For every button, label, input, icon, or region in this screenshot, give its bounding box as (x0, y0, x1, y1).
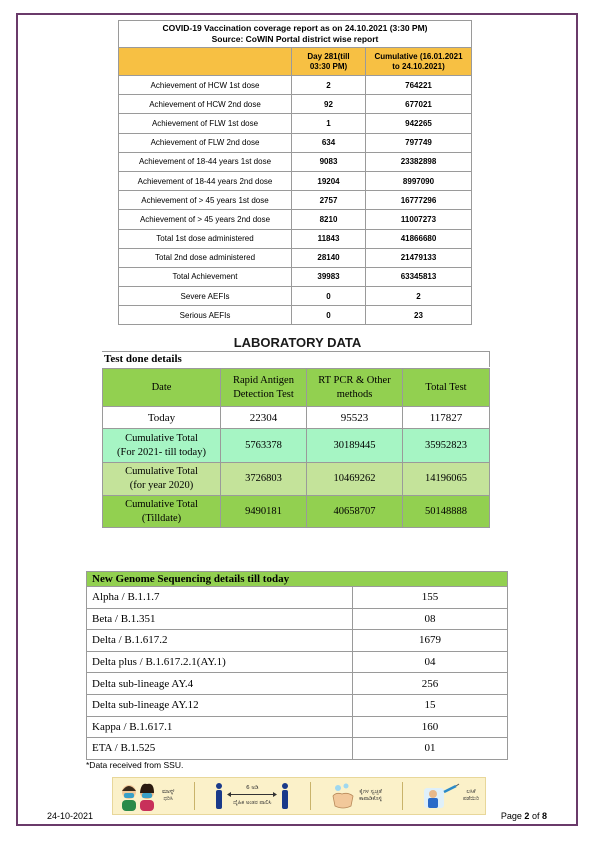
footer-date: 24-10-2021 (47, 811, 94, 821)
row-label: Achievement of > 45 years 2nd dose (119, 210, 292, 229)
row-label-line2: (Tilldate) (141, 512, 182, 524)
row-day-value: 11843 (292, 229, 366, 248)
table-row (119, 152, 472, 171)
row-cumulative-value: 23382898 (366, 152, 472, 171)
row-label: Serious AEFIs (119, 306, 292, 325)
double-arrow-icon (227, 792, 277, 797)
genome-header-row (87, 572, 508, 587)
header-cum-line2: to 24.10.2021) (392, 61, 445, 71)
row-day-value: 0 (292, 306, 366, 325)
row-cumulative-value: 797749 (366, 133, 472, 152)
variant-count: 04 (353, 651, 508, 673)
covid-behaviour-banner (112, 777, 486, 815)
table-row (87, 694, 508, 716)
vaccination-title-row (119, 21, 472, 48)
row-total-value: 117827 (403, 407, 490, 429)
row-label (103, 429, 221, 463)
variant-name: Delta plus / B.1.617.2.1(AY.1) (87, 651, 353, 673)
row-rtpcr-value: 95523 (307, 407, 403, 429)
variant-name: Beta / B.1.351 (87, 608, 353, 630)
page-current: 2 (524, 811, 530, 821)
vaccination-title (119, 21, 472, 48)
banner-mask-text (162, 789, 174, 803)
table-row (103, 496, 490, 528)
table-row (119, 248, 472, 267)
row-label: Achievement of 18-44 years 2nd dose (119, 171, 292, 190)
banner-handwash-segment (330, 782, 382, 810)
row-total-value: 14196065 (403, 463, 490, 496)
row-total-value: 50148888 (403, 496, 490, 528)
row-cumulative-value: 2 (366, 287, 472, 306)
row-label: Achievement of 18-44 years 1st dose (119, 152, 292, 171)
row-label: Total Achievement (119, 267, 292, 286)
table-row (119, 171, 472, 190)
variant-count: 08 (353, 608, 508, 630)
row-day-value: 19204 (292, 171, 366, 190)
table-row (119, 210, 472, 229)
row-cumulative-value: 63345813 (366, 267, 472, 286)
variant-name: Delta sub-lineage AY.4 (87, 673, 353, 695)
table-row (119, 95, 472, 114)
banner-distance-line2: ದೈಹಿಕ ಅಂತರ ಪಾಲಿಸಿ (233, 800, 272, 806)
table-row (119, 306, 472, 325)
laboratory-title: LABORATORY DATA (233, 335, 362, 350)
table-row (103, 429, 490, 463)
row-cumulative-value: 16777296 (366, 191, 472, 210)
header-rapid-antigen (221, 369, 307, 407)
laboratory-header-row (103, 369, 490, 407)
header-rat-line2: Detection Test (233, 388, 294, 400)
row-label: Severe AEFIs (119, 287, 292, 306)
banner-vaccine-text (463, 789, 479, 803)
table-row (119, 76, 472, 95)
table-row (119, 267, 472, 286)
row-total-value: 35952823 (403, 429, 490, 463)
row-day-value: 28140 (292, 248, 366, 267)
vaccination-table (118, 20, 472, 325)
laboratory-table (102, 368, 490, 528)
row-rat-value: 22304 (221, 407, 307, 429)
row-day-value: 2757 (292, 191, 366, 210)
banner-divider (402, 782, 403, 810)
row-label: Achievement of > 45 years 1st dose (119, 191, 292, 210)
masked-people-icon (119, 781, 159, 811)
row-label (103, 463, 221, 496)
banner-distance-text (227, 785, 277, 807)
header-total-test: Total Test (403, 369, 490, 407)
row-label: Achievement of HCW 2nd dose (119, 95, 292, 114)
page-prefix: Page (500, 811, 522, 821)
table-row (119, 133, 472, 152)
person-icon (280, 782, 290, 810)
variant-count: 160 (353, 716, 508, 738)
row-label (103, 496, 221, 528)
row-label-line1: Cumulative Total (125, 466, 198, 477)
row-rat-value: 3726803 (221, 463, 307, 496)
genome-title: New Genome Sequencing details till today (87, 572, 508, 587)
header-rtpcr-line2: methods (336, 388, 373, 400)
banner-mask-line1: ಮಾಸ್ಕ್ (162, 789, 175, 795)
row-label (103, 407, 221, 429)
banner-handwash-line2: ಕಾಪಾಡಿಕೊಳ್ಳಿ (359, 796, 383, 802)
row-label-line2: (for year 2020) (129, 480, 194, 491)
row-rtpcr-value: 30189445 (307, 429, 403, 463)
row-cumulative-value: 8997090 (366, 171, 472, 190)
row-cumulative-value: 764221 (366, 76, 472, 95)
vaccination-header-day (292, 48, 366, 76)
variant-name: Delta / B.1.617.2 (87, 630, 353, 652)
genome-table (86, 571, 508, 760)
header-day-line2: 03:30 PM) (309, 61, 348, 71)
row-rtpcr-value: 10469262 (307, 463, 403, 496)
variant-count: 256 (353, 673, 508, 695)
data-source-note: *Data received from SSU. (86, 760, 184, 770)
variant-count: 01 (353, 738, 508, 760)
variant-count: 155 (353, 587, 508, 609)
row-cumulative-value: 21479133 (366, 248, 472, 267)
banner-mask-segment (119, 781, 174, 811)
table-row (87, 651, 508, 673)
row-day-value: 0 (292, 287, 366, 306)
table-row (87, 716, 508, 738)
banner-mask-line2: ಧರಿಸಿ (163, 796, 173, 802)
banner-divider (310, 782, 311, 810)
header-rat-line1: Rapid Antigen (233, 374, 294, 386)
row-day-value: 9083 (292, 152, 366, 171)
banner-vaccine-line2: ಪಡೆಯಿರಿ (462, 796, 479, 802)
row-day-value: 2 (292, 76, 366, 95)
row-rtpcr-value: 40658707 (307, 496, 403, 528)
table-row (103, 407, 490, 429)
row-day-value: 92 (292, 95, 366, 114)
row-label-line1: Cumulative Total (125, 498, 198, 510)
row-rat-value: 5763378 (221, 429, 307, 463)
row-label: Achievement of HCW 1st dose (119, 76, 292, 95)
laboratory-subtitle: Test done details (104, 353, 182, 365)
page-of: of (531, 811, 540, 821)
row-label: Total 2nd dose administered (119, 248, 292, 267)
variant-name: Kappa / B.1.617.1 (87, 716, 353, 738)
table-row (87, 630, 508, 652)
row-day-value: 634 (292, 133, 366, 152)
table-row (87, 587, 508, 609)
vaccination-header-cumulative (366, 48, 472, 76)
row-label: Achievement of FLW 2nd dose (119, 133, 292, 152)
vaccination-title-line2: Source: CoWIN Portal district wise report (211, 34, 379, 44)
banner-vaccine-segment (422, 782, 479, 810)
banner-vaccine-line1: ಲಸಿಕೆ (466, 789, 476, 795)
table-row (87, 673, 508, 695)
header-cum-line1: Cumulative (16.01.2021 (374, 51, 463, 61)
page-number (501, 811, 547, 821)
row-rat-value: 9490181 (221, 496, 307, 528)
hand-wash-icon (330, 782, 356, 810)
banner-handwash-line1: ಕೈಗಳ ಸ್ವಚ್ಛತೆ (359, 789, 382, 795)
header-rtpcr (307, 369, 403, 407)
header-day-line1: Day 281(till (307, 51, 350, 61)
table-row (119, 191, 472, 210)
row-cumulative-value: 41866680 (366, 229, 472, 248)
vaccination-header-row (119, 48, 472, 76)
table-row (87, 608, 508, 630)
vaccination-header-blank (119, 48, 292, 76)
table-row (119, 287, 472, 306)
header-rtpcr-line1: RT PCR & Other (318, 374, 391, 386)
header-date: Date (103, 369, 221, 407)
row-day-value: 39983 (292, 267, 366, 286)
row-label: Total 1st dose administered (119, 229, 292, 248)
table-row (119, 229, 472, 248)
page-total: 8 (541, 811, 547, 821)
vaccination-title-line1: COVID-19 Vaccination coverage report as on 24.10.2021 (3:30 PM) (162, 23, 428, 33)
banner-divider (194, 782, 195, 810)
row-cumulative-value: 11007273 (366, 210, 472, 229)
table-row (87, 738, 508, 760)
banner-distance-segment (214, 782, 290, 810)
row-cumulative-value: 677021 (366, 95, 472, 114)
row-label-line1: Today (147, 411, 176, 424)
variant-name: Delta sub-lineage AY.12 (87, 694, 353, 716)
row-label: Achievement of FLW 1st dose (119, 114, 292, 133)
table-row (119, 114, 472, 133)
row-label-line1: Cumulative Total (125, 432, 198, 444)
table-row (103, 463, 490, 496)
row-cumulative-value: 942265 (366, 114, 472, 133)
row-cumulative-value: 23 (366, 306, 472, 325)
row-label-line2: (For 2021- till today) (117, 446, 206, 458)
variant-name: Alpha / B.1.1.7 (87, 587, 353, 609)
vaccination-icon (422, 782, 460, 810)
variant-count: 1679 (353, 630, 508, 652)
row-day-value: 1 (292, 114, 366, 133)
banner-handwash-text (359, 789, 382, 803)
banner-distance-line1: 6 ಅಡಿ (246, 785, 259, 791)
variant-count: 15 (353, 694, 508, 716)
row-day-value: 8210 (292, 210, 366, 229)
person-icon (214, 782, 224, 810)
variant-name: ETA / B.1.525 (87, 738, 353, 760)
